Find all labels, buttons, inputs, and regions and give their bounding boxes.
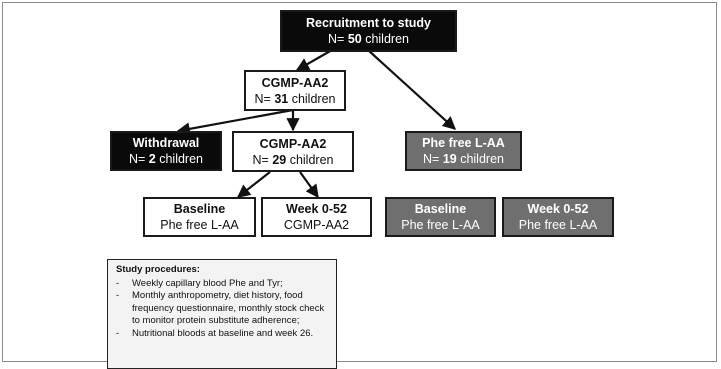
cgmp-week-detail: CGMP-AA2 [283,218,350,232]
recruitment-box [280,10,457,52]
cgmp-aa2-continuing-title: CGMP-AA2 [259,136,327,151]
cgmp-baseline-title: Baseline [173,202,226,216]
phe-free-group-count: N= 19 children [423,152,504,166]
cgmp-aa2-continuing-box [232,131,354,172]
arrow-cgmp-to-withdrawal [178,110,293,131]
cgmp-aa2-group-count: N= 31 children [254,91,336,106]
procedure-item: - Nutritional bloods at baseline and week 26. [116,327,314,339]
phe-week-title: Week 0-52 [527,202,589,216]
cgmp-baseline-detail: Phe free L-AA [160,218,239,232]
procedure-item: - Monthly anthropometry, diet history, food frequency questionnaire, monthly stock check to monitor protein substitute adherence; [116,290,325,326]
phe-baseline-box [385,197,496,237]
phe-baseline-detail: Phe free L-AA [401,218,480,232]
arrow-cgmp-mid-to-baseline [238,172,270,197]
procedure-item: - Weekly capillary blood Phe and Tyr; [116,277,283,289]
study-procedures-list [116,278,330,341]
cgmp-week-box [261,197,372,237]
recruitment-count-line: N= 50 children [328,32,409,46]
phe-free-group-title: Phe free L-AA [422,136,505,150]
cgmp-baseline-box [143,197,256,237]
withdrawal-title: Withdrawal [132,136,200,150]
cgmp-aa2-continuing-count: N= 29 children [252,152,334,167]
withdrawal-count: N= 2 children [128,152,203,166]
phe-free-group-box [405,131,522,171]
phe-week-detail: Phe free L-AA [518,218,598,232]
phe-week-box [502,197,614,237]
arrow-recruitment-to-cgmp [297,50,332,70]
withdrawal-box [110,131,222,171]
cgmp-aa2-group-title: CGMP-AA2 [261,75,329,90]
recruitment-title: Recruitment to study [305,16,431,30]
study-procedures-box [107,259,337,369]
study-procedures-heading: Study procedures: [116,264,200,275]
arrow-cgmp-mid-to-week [300,172,318,197]
arrow-recruitment-to-phe [368,50,455,129]
cgmp-aa2-group-box [244,70,346,111]
phe-baseline-title: Baseline [414,202,467,216]
cgmp-week-title: Week 0-52 [286,202,347,216]
